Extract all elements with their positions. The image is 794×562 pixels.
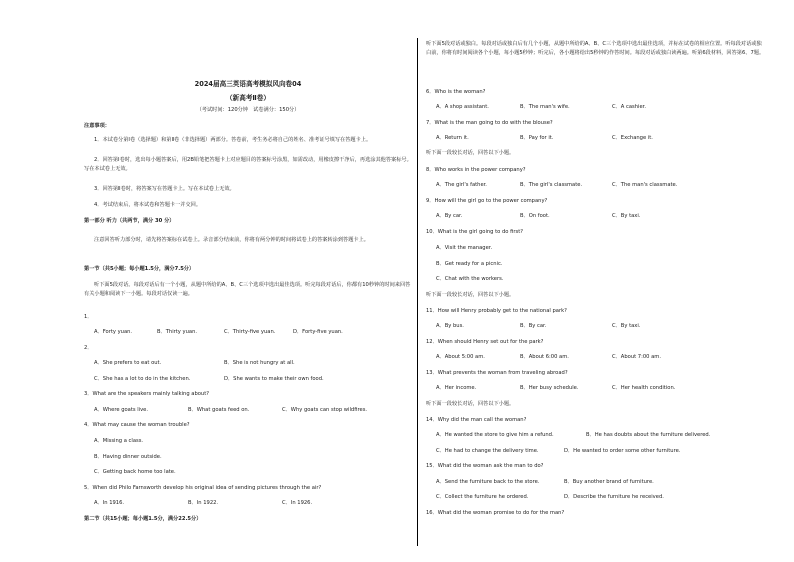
question-stem: 3．What are the speakers mainly talking about? [84, 391, 209, 397]
option-b[interactable]: B．Having dinner outside. [94, 454, 162, 460]
option-a[interactable]: A．About 5:00 am. [436, 354, 485, 360]
option-c[interactable]: C．Her health condition. [612, 385, 676, 391]
option-a[interactable]: A．Where goats live. [94, 407, 149, 413]
option-a[interactable]: A．Missing a class. [94, 438, 144, 444]
option-c[interactable]: C．In 1926. [282, 500, 313, 506]
question-stem: 15．What did the woman ask the man to do? [426, 463, 544, 469]
option-b[interactable]: B．What goats feed on. [188, 407, 250, 413]
question-stem: 4．What may cause the woman trouble? [84, 422, 190, 428]
passage-note: 听下面一段较长对话，回答以下小题。 [426, 401, 515, 407]
option-b[interactable]: B．Thirty yuan. [157, 329, 198, 335]
exam-time-info: （考试时间：120分钟 试卷满分：150分） [196, 107, 300, 113]
option-a[interactable]: A．Forty yuan. [94, 329, 133, 335]
section2-intro: 听下面5段对话或独白。每段对话或独白后有几个小题，从题中所给的A、B、C三个选项中选出最佳选项，并标在试卷的相应位置。听每段对话或独白前，你将有时间阅读各个小题，每小题5秒钟；听完后，各小题将给出5秒钟的作答时间。每段对话或独白读两遍。听第6段材料，回答第6、7题。 [426, 41, 765, 56]
passage-note: 听下面一段较长对话，回答以下小题。 [426, 292, 515, 298]
note-item: 4．考试结束后，将本试卷和答题卡一并交回。 [94, 202, 202, 208]
note-item: 1．本试卷分第Ⅰ卷（选择题）和第Ⅱ卷（非选择题）两部分。答卷前，考生务必将自己的姓名、准考证号填写在答题卡上。 [94, 137, 372, 143]
option-a[interactable]: A．Return it. [436, 135, 469, 141]
option-c[interactable]: C．Getting back home too late. [94, 469, 176, 475]
option-d[interactable]: D．Describe the furniture he received. [564, 494, 664, 500]
question-stem: 10．What is the girl going to do first? [426, 229, 523, 235]
option-a[interactable]: A．A shop assistant. [436, 104, 489, 110]
question-stem: 5．When did Philo Farnsworth develop his original idea of sending pictures through the air? [84, 485, 322, 491]
option-c[interactable]: C．Exchange it. [612, 135, 653, 141]
option-d[interactable]: D．Forty-five yuan. [293, 329, 343, 335]
section1-intro: 听下面5段对话。每段对话后有一个小题，从题中所给的A、B、C三个选项中选出最佳选项。听完每段对话后，你都有10秒钟的时间来回答有关小题和阅读下一小题。每段对话仅读一遍。 [84, 282, 411, 297]
option-c[interactable]: C．Why goats can stop wildfires. [282, 407, 368, 413]
part1-intro: 注意回答听力部分时，请先将答案标在试卷上。录音部分结束前，你将有两分钟的时间将试卷上的答案转涂到答题卡上。 [94, 237, 369, 243]
question-stem: 6．Who is the woman? [426, 89, 486, 95]
option-a[interactable]: A．By car. [436, 213, 463, 219]
option-b[interactable]: B．He has doubts about the furniture delivered. [586, 432, 711, 438]
option-b[interactable]: B．On foot. [520, 213, 550, 219]
option-c[interactable]: C．The man's classmate. [612, 182, 678, 188]
question-stem: 9．How will the girl go to the power company? [426, 198, 548, 204]
question-stem: 16．What did the woman promise to do for the man? [426, 510, 565, 516]
option-c[interactable]: C．By taxi. [612, 323, 641, 329]
option-a[interactable]: A．Send the furniture back to the store. [436, 479, 540, 485]
option-a[interactable]: A．In 1916. [94, 500, 125, 506]
option-b[interactable]: B．Pay for it. [520, 135, 554, 141]
option-a[interactable]: A．Her income. [436, 385, 477, 391]
option-c[interactable]: C．A cashier. [612, 104, 646, 110]
option-a[interactable]: A．Visit the manager. [436, 245, 493, 251]
note-item: 2．回答第Ⅰ卷时，选出每小题答案后，用2B铅笔把答题卡上对应题目的答案标号涂黑，如需改动，用橡皮擦干净后，再选涂其他答案标号。写在本试卷上无效。 [84, 157, 412, 172]
option-b[interactable]: B．Buy another brand of furniture. [564, 479, 654, 485]
question-stem: 7．What is the man going to do with the blouse? [426, 120, 553, 126]
option-a[interactable]: A．He wanted the store to give him a refund. [436, 432, 554, 438]
passage-note: 听下面一段较长对话，回答以下小题。 [426, 150, 515, 156]
question-number: 2． [84, 345, 93, 351]
option-b[interactable]: B．Her busy schedule. [520, 385, 579, 391]
option-b[interactable]: B．She is not hungry at all. [224, 360, 295, 366]
column-divider [417, 38, 418, 546]
option-c[interactable]: C．Collect the furniture he ordered. [436, 494, 529, 500]
option-c[interactable]: C．By taxi. [612, 213, 641, 219]
option-b[interactable]: B．By car. [520, 323, 547, 329]
section2-heading: 第二节（共15小题；每小题1.5分，满分22.5分） [84, 516, 202, 522]
option-b[interactable]: B．In 1922. [188, 500, 219, 506]
question-stem: 13．What prevents the woman from traveling abroad? [426, 370, 568, 376]
question-stem: 11．How will Henry probably get to the national park? [426, 308, 567, 314]
notes-heading: 注意事项： [84, 123, 110, 129]
note-item: 3．回答第Ⅱ卷时，将答案写在答题卡上。写在本试卷上无效。 [94, 186, 235, 192]
option-c[interactable]: C．He had to change the delivery time. [436, 448, 539, 454]
question-stem: 14．Why did the man call the woman? [426, 417, 527, 423]
part1-heading: 第一部分 听力（共两节，满分 30 分） [84, 218, 175, 224]
option-a[interactable]: A．The girl's father. [436, 182, 487, 188]
option-d[interactable]: D．She wants to make their own food. [224, 376, 324, 382]
option-c[interactable]: C．Thirty-five yuan. [224, 329, 276, 335]
option-c[interactable]: C．About 7:00 am. [612, 354, 661, 360]
exam-subtitle: （新高考Ⅱ卷） [226, 94, 270, 102]
option-b[interactable]: B．Get ready for a picnic. [436, 261, 503, 267]
option-a[interactable]: A．By bus. [436, 323, 464, 329]
option-a[interactable]: A．She prefers to eat out. [94, 360, 162, 366]
question-number: 1． [84, 314, 93, 320]
option-b[interactable]: B．The man's wife. [520, 104, 570, 110]
left-column [84, 0, 412, 562]
question-stem: 12．When should Henry set out for the park? [426, 339, 544, 345]
right-column [426, 0, 766, 562]
section1-heading: 第一节（共5小题；每小题1.5分，满分7.5分） [84, 266, 195, 272]
option-c[interactable]: C．Chat with the workers. [436, 276, 504, 282]
option-d[interactable]: D．He wanted to order some other furniture. [564, 448, 681, 454]
exam-title: 2024届高三英语高考模拟风向卷04 [194, 80, 302, 88]
option-c[interactable]: C．She has a lot to do in the kitchen. [94, 376, 191, 382]
option-b[interactable]: B．The girl's classmate. [520, 182, 583, 188]
option-b[interactable]: B．About 6:00 am. [520, 354, 569, 360]
question-stem: 8．Who works in the power company? [426, 167, 526, 173]
